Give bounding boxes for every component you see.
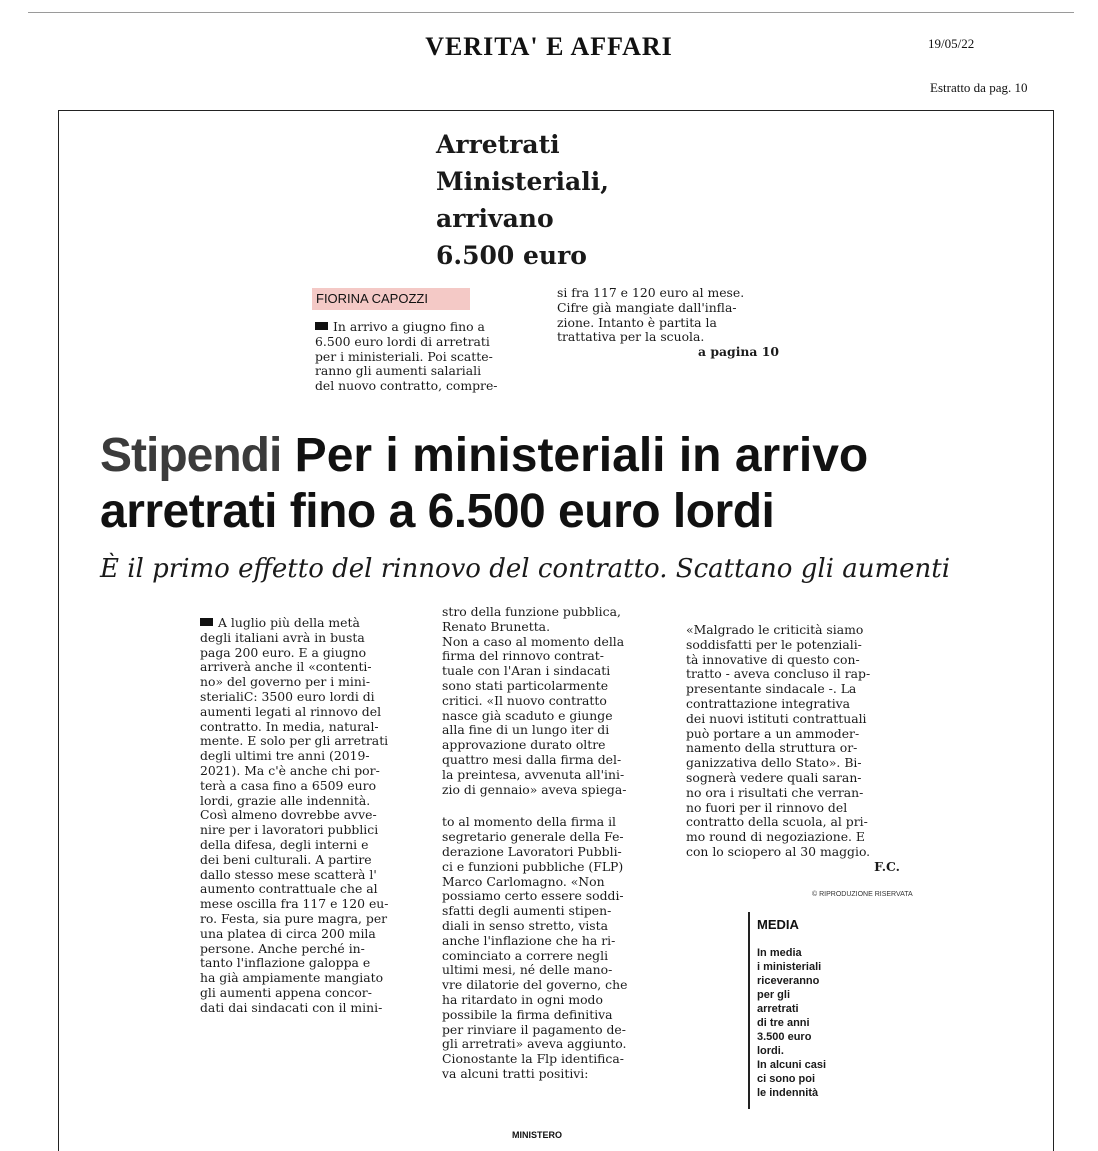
author-byline: FIORINA CAPOZZI [312, 288, 470, 310]
text-line: presentante sindacale -. La [686, 681, 857, 697]
text-line: va alcuni tratti positivi: [442, 1065, 589, 1081]
text-line: sterialiC: 3500 euro lordi di [200, 688, 375, 704]
text-line: arriverà anche il «contenti- [200, 659, 372, 675]
media-box-rule [748, 912, 750, 1109]
media-line: lordi. [757, 1045, 784, 1057]
article-column-2 [442, 605, 654, 1082]
text-line: per i ministeriali. Poi scatte- [315, 348, 493, 364]
media-box-body [757, 946, 845, 1100]
text-line: sfatti degli aumenti stipen- [442, 903, 612, 919]
text-line: tanto l'inflazione galoppa e [200, 955, 371, 971]
text-line: sognerà vedere quali saran- [686, 769, 862, 785]
text-line: mese oscilla fra 117 e 120 eu- [200, 896, 389, 912]
text-line: con lo sciopero al 30 maggio. [686, 843, 871, 859]
text-line: sono stati particolarmente [442, 677, 609, 693]
text-line: della difesa, degli interni e [200, 836, 369, 852]
media-line: In alcuni casi [757, 1059, 827, 1071]
text-line: ci e funzioni pubbliche (FLP) [442, 858, 624, 874]
text-line: vre dilatorie del governo, che [442, 977, 628, 993]
text-line: namento della struttura or- [686, 740, 858, 756]
text-line: possibile la firma definitiva [442, 1006, 613, 1022]
text-line: anche l'inflazione che ha ri- [442, 932, 616, 948]
media-box-title: MEDIA [757, 917, 799, 932]
text-line: soddisfatti per le potenziali- [686, 636, 862, 652]
text-line: nire per i lavoratori pubblici [200, 822, 379, 838]
bullet-square-icon [315, 322, 328, 330]
text-line: In arrivo a giugno fino a [315, 320, 535, 335]
text-line: terà a casa fino a 6509 euro [200, 777, 377, 793]
footer-fragment: MINISTERO [512, 1130, 563, 1140]
text-line: zio di gennaio» aveva spiega- [442, 781, 627, 797]
article-column-1 [200, 616, 412, 1016]
text-line: ha ritardato in ogni modo [442, 991, 603, 1007]
text-line: mo round di negoziazione. E [686, 829, 865, 845]
media-line: i ministeriali [757, 961, 822, 973]
text-line: critici. «Il nuovo contratto [442, 692, 607, 708]
teaser-column-b [557, 286, 779, 360]
text-line: trattativa per la scuola. [557, 329, 705, 345]
teaser-title-line: Arretrati [436, 130, 560, 159]
copyright-notice: © RIPRODUZIONE RISERVATA [812, 891, 913, 898]
author-signature: F.C. [874, 858, 900, 874]
text-line: Marco Carlomagno. «Non [442, 873, 605, 889]
text-line: contrattazione integrativa [686, 695, 851, 711]
text-line: per rinviare il pagamento de- [442, 1021, 626, 1037]
media-line: arretrati [757, 1003, 799, 1015]
text-line: 2021). Ma c'è anche chi por- [200, 762, 380, 778]
text-line: Cifre già mangiate dall'infla- [557, 299, 737, 315]
text-line: aumento contrattuale che al [200, 881, 378, 897]
text-line: la preintesa, avvenuta all'ini- [442, 766, 625, 782]
text-line: cominciato a correre negli [442, 947, 609, 963]
bullet-square-icon [200, 618, 213, 626]
teaser-title-line: 6.500 euro [436, 241, 587, 270]
text-line: Così almeno dovrebbe avve- [200, 807, 377, 823]
text-line: no ora i risultati che verran- [686, 784, 864, 800]
text-line: persone. Anche perché in- [200, 940, 365, 956]
text-line: ro. Festa, sia pure magra, per [200, 910, 388, 926]
text-line: ha già ampiamente mangiato [200, 970, 384, 986]
text-line: zione. Intanto è partita la [557, 314, 717, 330]
text-line: paga 200 euro. E a giugno [200, 644, 367, 660]
headline-line-1 [100, 428, 868, 484]
text-line: del nuovo contratto, compre- [315, 378, 498, 394]
text-line: Cionostante la Flp identifica- [442, 1051, 624, 1067]
text-line: degli italiani avrà in busta [200, 629, 365, 645]
text-line: tratto - aveva concluso il rap- [686, 666, 871, 682]
column-gap [442, 797, 654, 815]
text-line: ultimi mesi, né delle mano- [442, 962, 613, 978]
text-line: A luglio più della metà [200, 616, 412, 631]
text-line: approvazione durato oltre [442, 737, 606, 753]
text-line: si fra 117 e 120 euro al mese. [557, 285, 745, 300]
text-line: segretario generale della Fe- [442, 829, 624, 845]
publication-date: 19/05/22 [928, 36, 975, 51]
text-line: firma del rinnovo contrat- [442, 648, 604, 664]
text-line: contratto. In media, natural- [200, 718, 379, 734]
top-rule [28, 12, 1074, 13]
text-line: aumenti legati al rinnovo del [200, 703, 382, 719]
text-line: Renato Brunetta. [442, 618, 551, 634]
media-line: le indennità [757, 1087, 819, 1099]
text-line: gli aumenti appena concor- [200, 984, 372, 1000]
text-line: dallo stesso mese scatterà l' [200, 866, 377, 882]
text-line: 6.500 euro lordi di arretrati [315, 333, 490, 349]
text-line: può portare a un ammoder- [686, 725, 860, 741]
text-line: quattro mesi dalla firma del- [442, 751, 622, 767]
media-line: 3.500 euro [757, 1031, 812, 1043]
text-line: dei nuovi istituti contrattuali [686, 710, 867, 726]
teaser-title-line: arrivano [436, 204, 554, 233]
headline-text: Per i ministeriali in arrivo [294, 429, 869, 482]
text-line: tà innovative di questo con- [686, 651, 860, 667]
text-line: tuale con l'Aran i sindacati [442, 663, 611, 679]
media-line: In media [757, 947, 802, 959]
text-line: derazione Lavoratori Pubbli- [442, 843, 622, 859]
teaser-title [436, 126, 696, 274]
article-subtitle: È il primo effetto del rinnovo del contratto. Scattano gli aumenti [100, 554, 951, 584]
text-line: nasce già scaduto e giunge [442, 707, 613, 723]
text-line: dei beni culturali. A partire [200, 851, 372, 867]
media-line: riceveranno [757, 975, 820, 987]
teaser-column-a [315, 320, 535, 394]
page-reference: a pagina 10 [698, 344, 779, 360]
text-line: no» del governo per i mini- [200, 674, 371, 690]
text-line: Non a caso al momento della [442, 633, 625, 649]
text-line: mente. E solo per gli arretrati [200, 733, 389, 749]
text-line: possiamo certo essere soddi- [442, 888, 624, 904]
media-line: per gli [757, 989, 791, 1001]
text-line: una platea di circa 200 mila [200, 925, 376, 941]
text-line: no fuori per il rinnovo del [686, 799, 848, 815]
text-line: alla fine di un lungo iter di [442, 722, 610, 738]
text-line: ganizzativa dello Stato». Bi- [686, 755, 862, 771]
headline-kicker: Stipendi [100, 429, 282, 482]
text-line: to al momento della firma il [442, 814, 617, 830]
text-line: ranno gli aumenti salariali [315, 363, 482, 379]
headline-line-2: arretrati fino a 6.500 euro lordi [100, 485, 775, 538]
teaser-title-line: Ministeriali, [436, 167, 609, 196]
text-line: contratto della scuola, al pri- [686, 814, 868, 830]
text-line: gli arretrati» aveva aggiunto. [442, 1036, 627, 1052]
text-line: diali in senso stretto, vista [442, 917, 609, 933]
media-line: ci sono poi [757, 1073, 816, 1085]
extract-page-label: Estratto da pag. 10 [930, 80, 1028, 95]
media-line: di tre anni [757, 1017, 810, 1029]
article-column-3 [686, 623, 900, 875]
text-line: lordi, grazie alle indennità. [200, 792, 371, 808]
text-line: dati dai sindacati con il mini- [200, 999, 383, 1015]
text-line: degli ultimi tre anni (2019- [200, 748, 370, 764]
text-line: «Malgrado le criticità siamo [686, 622, 864, 637]
text-line: stro della funzione pubblica, [442, 604, 621, 619]
masthead: VERITA' E AFFARI [425, 32, 673, 61]
